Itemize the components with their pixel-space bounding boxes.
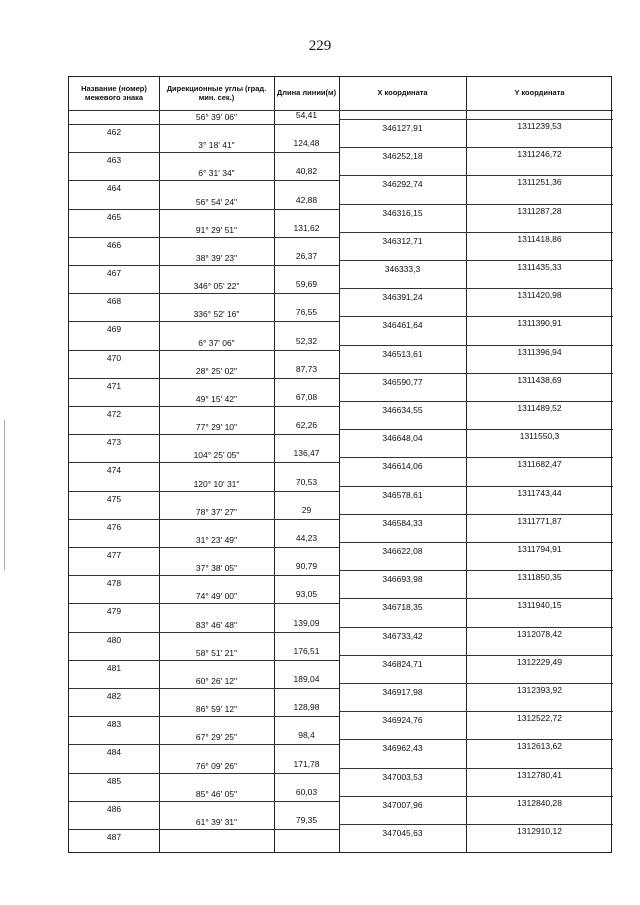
x-coordinate: 346127,91 bbox=[382, 123, 423, 133]
x-coordinate: 346917,98 bbox=[382, 687, 423, 697]
row-divider bbox=[69, 660, 339, 661]
y-coordinate: 1311418,86 bbox=[517, 233, 562, 244]
x-coordinate: 346391,24 bbox=[382, 292, 423, 303]
x-coordinate: 346924,76 bbox=[382, 715, 423, 726]
y-coordinate: 1311420,98 bbox=[517, 290, 562, 301]
x-coordinate: 347045,63 bbox=[382, 828, 423, 838]
point-name: 479 bbox=[106, 606, 122, 617]
line-length: 44,23 bbox=[295, 533, 318, 543]
row-divider bbox=[339, 232, 613, 233]
direction-angle: 37° 38' 05" bbox=[195, 563, 238, 574]
line-length: 90,79 bbox=[295, 561, 318, 572]
row-divider bbox=[69, 716, 339, 717]
x-coordinate: 346824,71 bbox=[382, 658, 423, 669]
x-coordinate: 346252,18 bbox=[382, 151, 423, 162]
row-divider bbox=[339, 627, 613, 628]
line-length: 26,37 bbox=[295, 251, 318, 261]
row-divider bbox=[69, 632, 339, 633]
point-name: 485 bbox=[106, 775, 122, 786]
line-length: 93,05 bbox=[295, 589, 318, 600]
row-divider bbox=[339, 768, 613, 769]
row-divider bbox=[339, 288, 613, 289]
point-name: 487 bbox=[106, 832, 122, 842]
line-length: 131,62 bbox=[293, 222, 320, 233]
line-length: 128,98 bbox=[293, 702, 320, 713]
line-length: 98,4 bbox=[298, 730, 315, 741]
y-coordinate: 1312910,12 bbox=[517, 826, 562, 836]
row-divider bbox=[69, 237, 339, 238]
row-divider bbox=[69, 406, 339, 407]
header-point-name: Название (номер) межевого знака bbox=[81, 83, 147, 102]
row-divider bbox=[339, 796, 613, 797]
point-name: 483 bbox=[106, 719, 122, 730]
direction-angle: 86° 59' 12" bbox=[195, 704, 238, 715]
row-divider bbox=[339, 514, 613, 515]
row-divider bbox=[339, 401, 613, 402]
direction-angle: 56° 54' 24" bbox=[195, 196, 238, 207]
direction-angle: 77° 29' 10" bbox=[195, 422, 238, 433]
row-divider bbox=[69, 462, 339, 463]
row-divider bbox=[339, 119, 613, 120]
row-divider bbox=[339, 373, 613, 374]
x-coordinate: 346614,06 bbox=[382, 461, 423, 472]
row-divider bbox=[69, 829, 339, 830]
x-coordinate: 346648,04 bbox=[382, 433, 423, 444]
line-length: 52,32 bbox=[295, 335, 318, 346]
direction-angle: 85° 46' 05" bbox=[195, 788, 238, 799]
x-coordinate: 346718,35 bbox=[382, 602, 423, 613]
line-length: 70,53 bbox=[295, 476, 318, 487]
x-coordinate: 347007,96 bbox=[382, 799, 423, 810]
row-divider bbox=[339, 429, 613, 430]
y-coordinate: 1311390,91 bbox=[517, 318, 562, 329]
y-coordinate: 1311435,33 bbox=[517, 262, 562, 272]
row-divider bbox=[69, 547, 339, 548]
x-coordinate: 347003,53 bbox=[382, 771, 423, 782]
row-divider bbox=[69, 152, 339, 153]
direction-angle: 38° 39' 23" bbox=[195, 253, 238, 263]
y-coordinate: 1311239,53 bbox=[517, 121, 562, 131]
y-coordinate: 1311396,94 bbox=[517, 346, 562, 357]
x-coordinate: 346584,33 bbox=[382, 517, 423, 528]
y-coordinate: 1312613,62 bbox=[517, 741, 562, 752]
direction-angle: 67° 29' 25" bbox=[195, 732, 238, 743]
line-length: 139,09 bbox=[293, 617, 320, 628]
direction-angle: 6° 31' 34" bbox=[198, 168, 235, 179]
point-name: 467 bbox=[106, 268, 122, 278]
line-length: 76,55 bbox=[295, 307, 318, 318]
point-name: 468 bbox=[106, 296, 122, 307]
x-coordinate: 346733,42 bbox=[382, 630, 423, 641]
x-coordinate: 346461,64 bbox=[382, 320, 423, 331]
row-divider bbox=[339, 457, 613, 458]
row-divider bbox=[69, 265, 339, 266]
point-name: 478 bbox=[106, 578, 122, 589]
line-length: 176,51 bbox=[293, 645, 320, 656]
point-name: 470 bbox=[106, 352, 122, 363]
header-y-coordinate: Y координата bbox=[514, 88, 565, 98]
direction-angle: 61° 39' 31" bbox=[195, 817, 238, 827]
x-coordinate: 346634,55 bbox=[382, 405, 423, 415]
direction-angle: 28° 25' 02" bbox=[195, 365, 238, 376]
row-divider bbox=[339, 598, 613, 599]
line-length: 29 bbox=[301, 504, 312, 515]
header-direction-angle: Дирекционные углы (град. мин. сек.) bbox=[166, 83, 267, 102]
direction-angle: 336° 52' 16" bbox=[193, 309, 240, 320]
row-divider bbox=[339, 204, 613, 205]
page-number: 229 bbox=[308, 38, 332, 54]
line-length: 136,47 bbox=[293, 448, 320, 459]
direction-angle: 104° 25' 05" bbox=[193, 450, 240, 461]
row-divider bbox=[339, 655, 613, 656]
x-coordinate: 346316,15 bbox=[382, 207, 423, 218]
row-divider bbox=[69, 519, 339, 520]
x-coordinate: 346292,74 bbox=[382, 179, 423, 190]
direction-angle: 120° 10' 31" bbox=[193, 478, 240, 489]
point-name: 475 bbox=[106, 493, 122, 504]
point-name: 462 bbox=[106, 127, 122, 137]
line-length: 189,04 bbox=[293, 674, 320, 684]
x-coordinate: 346590,77 bbox=[382, 376, 423, 387]
y-coordinate: 1312522,72 bbox=[517, 713, 562, 724]
row-divider bbox=[69, 209, 339, 210]
coordinates-table bbox=[68, 76, 612, 853]
direction-angle: 78° 37' 27" bbox=[195, 506, 238, 517]
direction-angle: 91° 29' 51" bbox=[195, 224, 238, 235]
row-divider bbox=[339, 542, 613, 543]
direction-angle: 49° 15' 42" bbox=[195, 394, 238, 404]
row-divider bbox=[69, 321, 339, 322]
point-name: 469 bbox=[106, 324, 122, 335]
row-divider bbox=[69, 603, 339, 604]
x-coordinate: 346578,61 bbox=[382, 489, 423, 500]
x-coordinate: 346333,3 bbox=[384, 264, 421, 274]
direction-angle: 31° 23' 49" bbox=[195, 535, 238, 545]
direction-angle: 74° 49' 00" bbox=[195, 591, 238, 602]
row-divider bbox=[69, 744, 339, 745]
row-divider bbox=[339, 486, 613, 487]
y-coordinate: 1312840,28 bbox=[517, 797, 562, 808]
point-name: 474 bbox=[106, 465, 122, 476]
x-coordinate: 346693,98 bbox=[382, 574, 423, 585]
direction-angle: 76° 09' 26" bbox=[195, 760, 238, 771]
point-name: 477 bbox=[106, 550, 122, 560]
y-coordinate: 1312780,41 bbox=[517, 769, 562, 780]
point-name: 471 bbox=[106, 380, 122, 391]
point-name: 486 bbox=[106, 803, 122, 814]
y-coordinate: 1311743,44 bbox=[517, 487, 562, 498]
point-name: 484 bbox=[106, 747, 122, 758]
y-coordinate: 1311438,69 bbox=[517, 374, 562, 385]
line-length: 124,48 bbox=[293, 138, 320, 149]
row-divider bbox=[339, 260, 613, 261]
row-divider bbox=[339, 683, 613, 684]
row-divider bbox=[339, 824, 613, 825]
row-divider bbox=[69, 688, 339, 689]
header-divider bbox=[69, 110, 613, 111]
point-name: 464 bbox=[106, 183, 122, 194]
point-name: 463 bbox=[106, 155, 122, 166]
y-coordinate: 1311771,87 bbox=[517, 515, 562, 526]
line-length: 62,26 bbox=[295, 420, 318, 431]
y-coordinate: 1311287,28 bbox=[517, 205, 562, 216]
point-name: 476 bbox=[106, 521, 122, 532]
point-name: 466 bbox=[106, 239, 122, 250]
line-length: 79,35 bbox=[295, 815, 318, 825]
y-coordinate: 1312393,92 bbox=[517, 685, 562, 695]
line-length: 59,69 bbox=[295, 279, 318, 290]
line-length: 67,08 bbox=[295, 392, 318, 402]
row-divider bbox=[339, 316, 613, 317]
y-coordinate: 1311794,91 bbox=[517, 544, 562, 554]
y-coordinate: 1311550,3 bbox=[519, 431, 560, 442]
direction-angle: 346° 05' 22" bbox=[193, 281, 240, 292]
point-name: 482 bbox=[106, 691, 122, 701]
line-length: 87,73 bbox=[295, 363, 318, 374]
y-coordinate: 1311940,15 bbox=[517, 600, 562, 611]
direction-angle: 3° 18' 41" bbox=[198, 140, 235, 151]
row-divider bbox=[339, 147, 613, 148]
y-coordinate: 1312229,49 bbox=[517, 656, 562, 667]
line-length: 54,41 bbox=[295, 110, 318, 120]
y-coordinate: 1311251,36 bbox=[517, 177, 562, 188]
point-name: 480 bbox=[106, 634, 122, 645]
row-divider bbox=[69, 293, 339, 294]
direction-angle: 6° 37' 06" bbox=[198, 337, 235, 348]
y-coordinate: 1311489,52 bbox=[517, 403, 562, 413]
point-name: 473 bbox=[106, 437, 122, 448]
x-coordinate: 346622,08 bbox=[382, 546, 423, 556]
x-coordinate: 346962,43 bbox=[382, 743, 423, 754]
row-divider bbox=[69, 350, 339, 351]
x-coordinate: 346312,71 bbox=[382, 235, 423, 246]
line-length: 42,88 bbox=[295, 194, 318, 205]
row-divider bbox=[69, 180, 339, 181]
direction-angle: 56° 39' 06" bbox=[195, 112, 238, 122]
row-divider bbox=[69, 434, 339, 435]
row-divider bbox=[69, 801, 339, 802]
row-divider bbox=[69, 575, 339, 576]
row-divider bbox=[69, 124, 339, 125]
row-divider bbox=[339, 175, 613, 176]
point-name: 465 bbox=[106, 211, 122, 222]
point-name: 481 bbox=[106, 662, 122, 673]
row-divider bbox=[69, 773, 339, 774]
x-coordinate: 346513,61 bbox=[382, 348, 423, 359]
y-coordinate: 1312078,42 bbox=[517, 628, 562, 639]
direction-angle: 60° 26' 12" bbox=[195, 676, 238, 686]
line-length: 171,78 bbox=[293, 758, 320, 769]
row-divider bbox=[69, 491, 339, 492]
direction-angle: 58° 51' 21" bbox=[195, 647, 238, 658]
point-name: 472 bbox=[106, 409, 122, 419]
header-x-coordinate: X координата bbox=[377, 88, 428, 98]
line-length: 60,03 bbox=[295, 786, 318, 797]
row-divider bbox=[339, 345, 613, 346]
scan-edge-mark bbox=[4, 420, 5, 570]
row-divider bbox=[339, 570, 613, 571]
row-divider bbox=[69, 378, 339, 379]
row-divider bbox=[339, 711, 613, 712]
y-coordinate: 1311850,35 bbox=[517, 572, 562, 583]
row-divider bbox=[339, 739, 613, 740]
header-line-length: Длина линии(м) bbox=[276, 88, 337, 98]
y-coordinate: 1311246,72 bbox=[517, 149, 562, 160]
y-coordinate: 1311682,47 bbox=[517, 459, 562, 470]
line-length: 40,82 bbox=[295, 166, 318, 177]
direction-angle: 83° 46' 48" bbox=[195, 619, 238, 630]
